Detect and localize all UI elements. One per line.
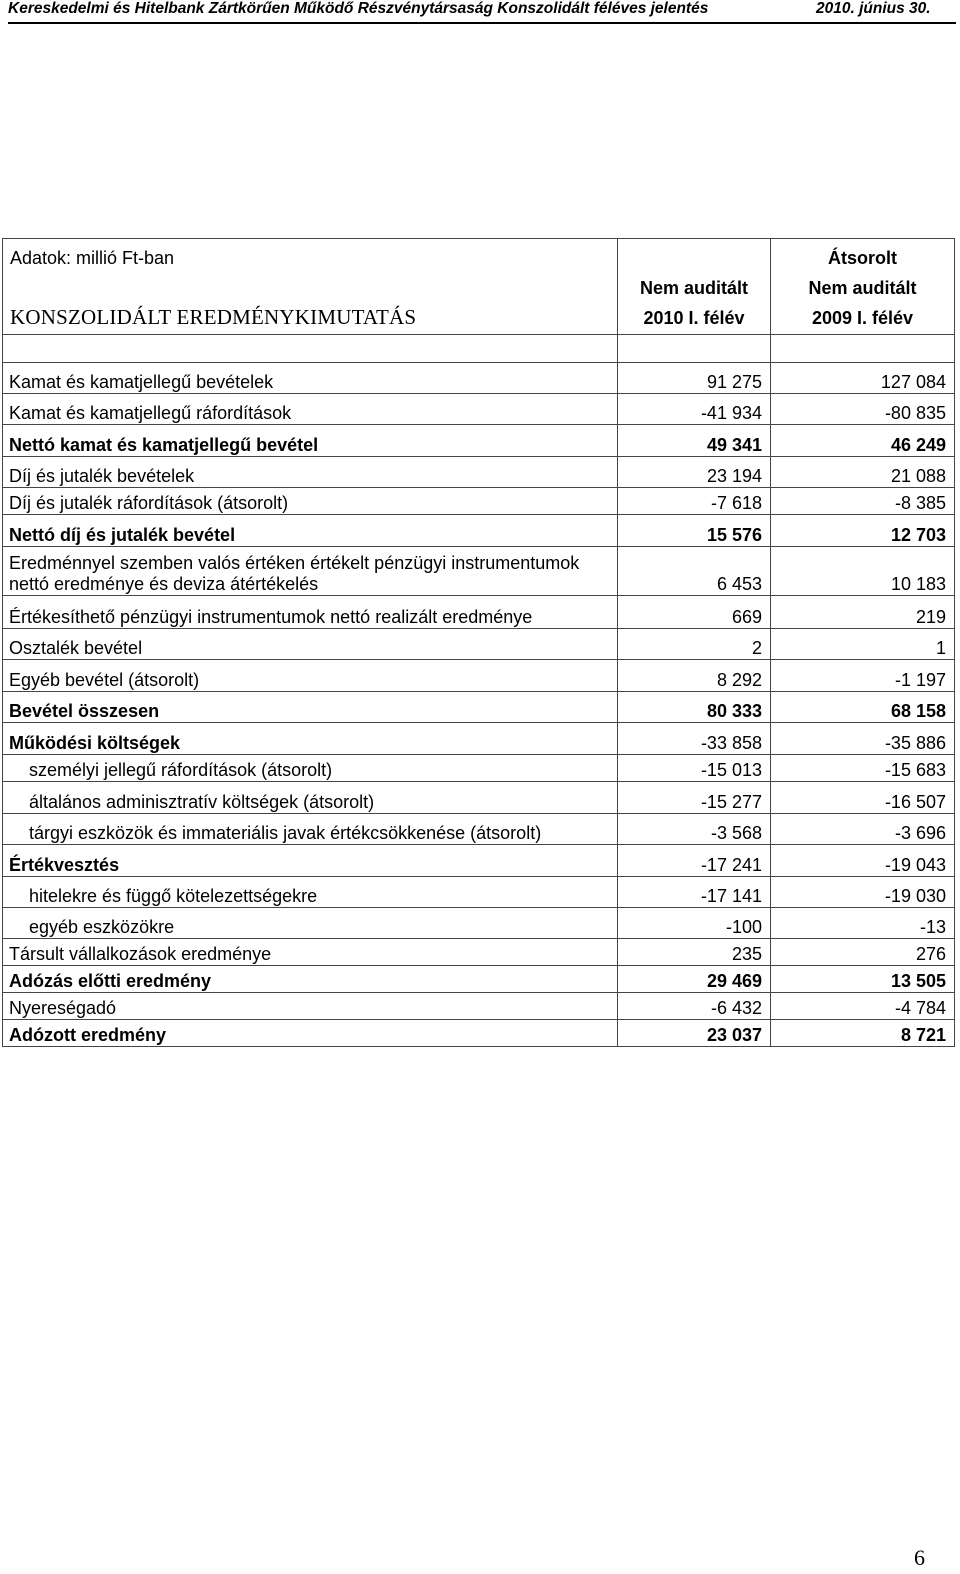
- page-header: [8, 0, 956, 24]
- income-statement-table: [2, 238, 955, 1047]
- table-row: személyi jellegű ráfordítások (átsorolt) -15 013 -15 683: [3, 755, 955, 782]
- table-row: Adózott eredmény 23 037 8 721: [3, 1020, 955, 1047]
- column-header-2009: [771, 239, 955, 335]
- statement-title: KONSZOLIDÁLT EREDMÉNYKIMUTATÁS: [10, 305, 417, 329]
- table-row: Nettó kamat és kamatjellegű bevétel 49 341 46 249: [3, 425, 955, 457]
- table-row: Adózás előtti eredmény 29 469 13 505: [3, 966, 955, 993]
- table-row: Díj és jutalék bevételek 23 194 21 088: [3, 457, 955, 488]
- table-row: Kamat és kamatjellegű bevételek 91 275 127 084: [3, 363, 955, 394]
- table-row: Értékesíthető pénzügyi instrumentumok nettó realizált eredménye 669 219: [3, 596, 955, 629]
- spacer-row: [3, 335, 955, 363]
- header-label-cell: [3, 239, 618, 335]
- page-number: 6: [914, 1545, 925, 1570]
- column-header-2010: [618, 239, 771, 335]
- table-row: Bevétel összesen 80 333 68 158: [3, 692, 955, 723]
- table-row: Egyéb bevétel (átsorolt) 8 292 -1 197: [3, 660, 955, 692]
- table-row: Társult vállalkozások eredménye 235 276: [3, 939, 955, 966]
- table-row: tárgyi eszközök és immateriális javak értékcsökkenése (átsorolt) -3 568 -3 696: [3, 814, 955, 845]
- table-row: Nettó díj és jutalék bevétel 15 576 12 703: [3, 515, 955, 547]
- table-row: Értékvesztés -17 241 -19 043: [3, 845, 955, 877]
- table-row: Eredménnyel szemben valós értéken értékelt pénzügyi instrumentumok nettó eredménye és deviza átértékelés 6 453 10 183: [3, 547, 955, 596]
- report-header-date: 2010. június 30.: [816, 0, 931, 17]
- table-row: általános adminisztratív költségek (átsorolt) -15 277 -16 507: [3, 782, 955, 814]
- units-note: Adatok: millió Ft-ban: [10, 248, 175, 268]
- column-2010-line3: 2010 I. félév: [643, 308, 745, 328]
- table-row: egyéb eszközökre -100 -13: [3, 908, 955, 939]
- column-2009-line3: 2009 I. félév: [811, 308, 914, 328]
- report-header-title: Kereskedelmi és Hitelbank Zártkörűen Működő Részvénytársaság Konszolidált féléves jelentés: [8, 0, 709, 17]
- table-header-row: [3, 239, 955, 335]
- column-2009-line2: Nem auditált: [808, 278, 917, 298]
- table-row: Osztalék bevétel 2 1: [3, 629, 955, 660]
- column-2009-line1: Átsorolt: [828, 248, 897, 268]
- table-row: Nyereségadó -6 432 -4 784: [3, 993, 955, 1020]
- column-2010-line2: Nem auditált: [639, 278, 749, 298]
- table-row: Működési költségek -33 858 -35 886: [3, 723, 955, 755]
- table-row: Kamat és kamatjellegű ráfordítások -41 934 -80 835: [3, 394, 955, 425]
- table-row: Díj és jutalék ráfordítások (átsorolt) -7 618 -8 385: [3, 488, 955, 515]
- table-row: hitelekre és függő kötelezettségekre -17 141 -19 030: [3, 877, 955, 908]
